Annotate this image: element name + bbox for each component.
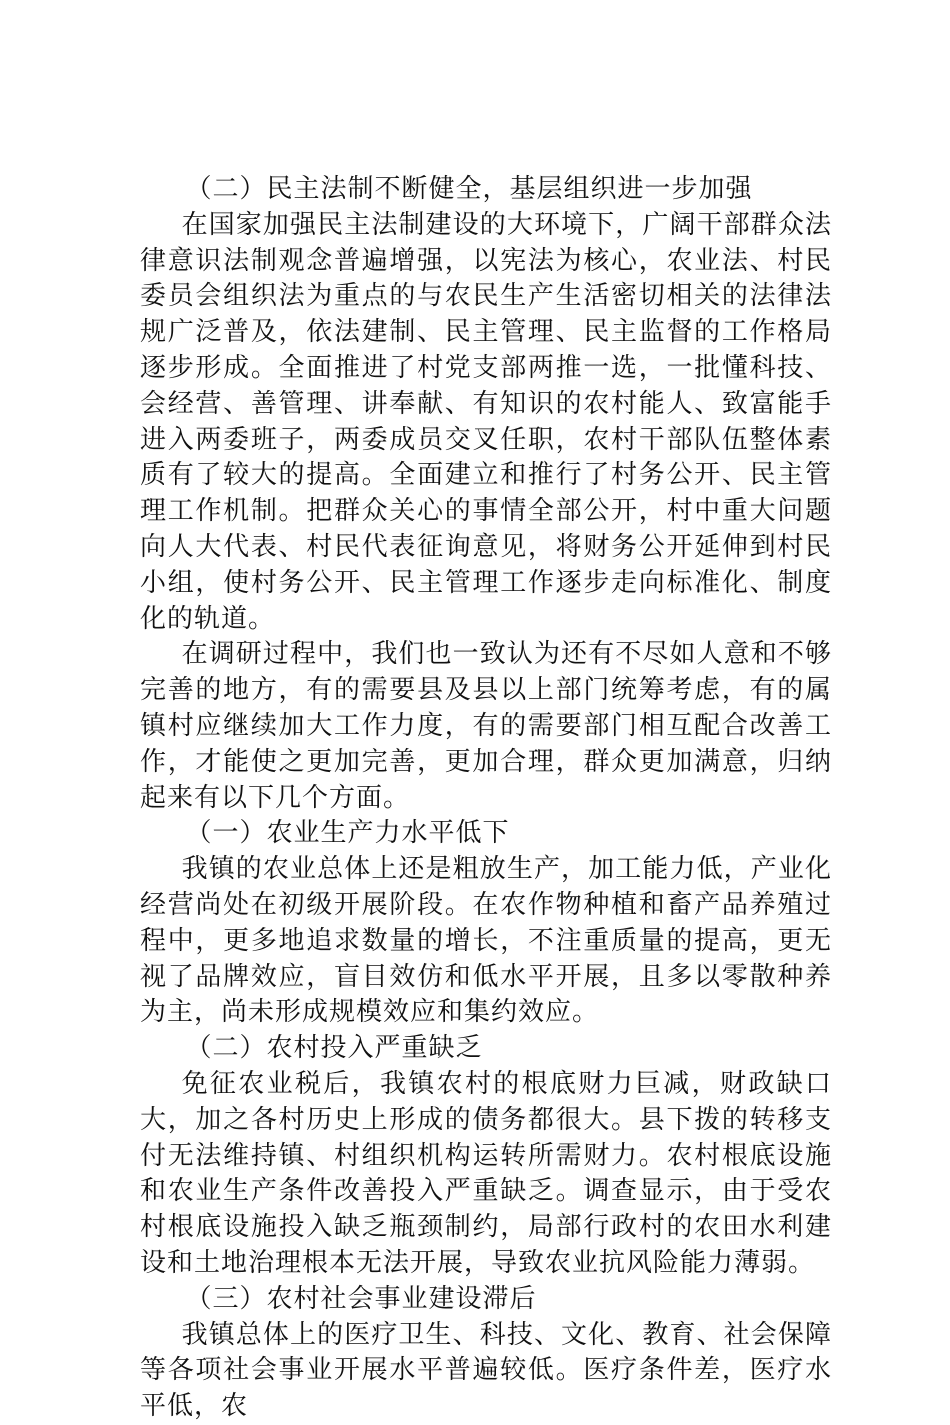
section-heading-democracy: （二）民主法制不断健全，基层组织进一步加强 [185,174,753,204]
paragraph-research-summary: 在调研过程中，我们也一致认为还有不尽如人意和不够完善的地方，有的需要县及县以上部门统筹考虑，有的属镇村应继续加大工作力度，有的需要部门相互配合改善工作，才能使之更加完善，更加合理，群众更加满意，归纳起来有以下几个方面。 [140,639,832,813]
section-heading-productivity: （一）农业生产力水平低下 [185,818,510,849]
section-heading-social: （三）农村社会事业建设滞后 [185,1283,537,1314]
paragraph-productivity: 我镇的农业总体上还是粗放生产，加工能力低，产业化经营尚处在初级开展阶段。在农作物种植和畜产品养殖过程中，更多地追求数量的增长，不注重质量的提高，更无视了品牌效应，盲目效仿和低水平开展，且多以零散种养为主，尚未形成规模效应和集约效应。 [140,854,832,1028]
section-heading-investment: （二）农村投入严重缺乏 [185,1033,483,1064]
document-body [140,172,832,1425]
paragraph-social: 我镇总体上的医疗卫生、科技、文化、教育、社会保障等各项社会事业开展水平普遍较低。医疗条件差，医疗水平低，农 [140,1319,832,1422]
paragraph-democracy: 在国家加强民主法制建设的大环境下，广阔干部群众法律意识法制观念普遍增强，以宪法为核心，农业法、村民委员会组织法为重点的与农民生产生活密切相关的法律法规广泛普及，依法建制、民主管理、民主监督的工作格局逐步形成。全面推进了村党支部两推一选，一批懂科技、会经营、善管理、讲奉献、有知识的农村能人、致富能手进入两委班子，两委成员交叉任职，农村干部队伍整体素质有了较大的提高。全面建立和推行了村务公开、民主管理工作机制。把群众关心的事情全部公开，村中重大问题向人大代表、村民代表征询意见，将财务公开延伸到村民小组，使村务公开、民主管理工作逐步走向标准化、制度化的轨道。 [140,209,832,634]
paragraph-investment: 免征农业税后，我镇农村的根底财力巨减，财政缺口大，加之各村历史上形成的债务都很大。县下拨的转移支付无法维持镇、村组织机构运转所需财力。农村根底设施和农业生产条件改善投入严重缺乏。调查显示，由于受农村根底设施投入缺乏瓶颈制约，局部行政村的农田水利建设和土地治理根本无法开展，导致农业抗风险能力薄弱。 [140,1068,832,1278]
